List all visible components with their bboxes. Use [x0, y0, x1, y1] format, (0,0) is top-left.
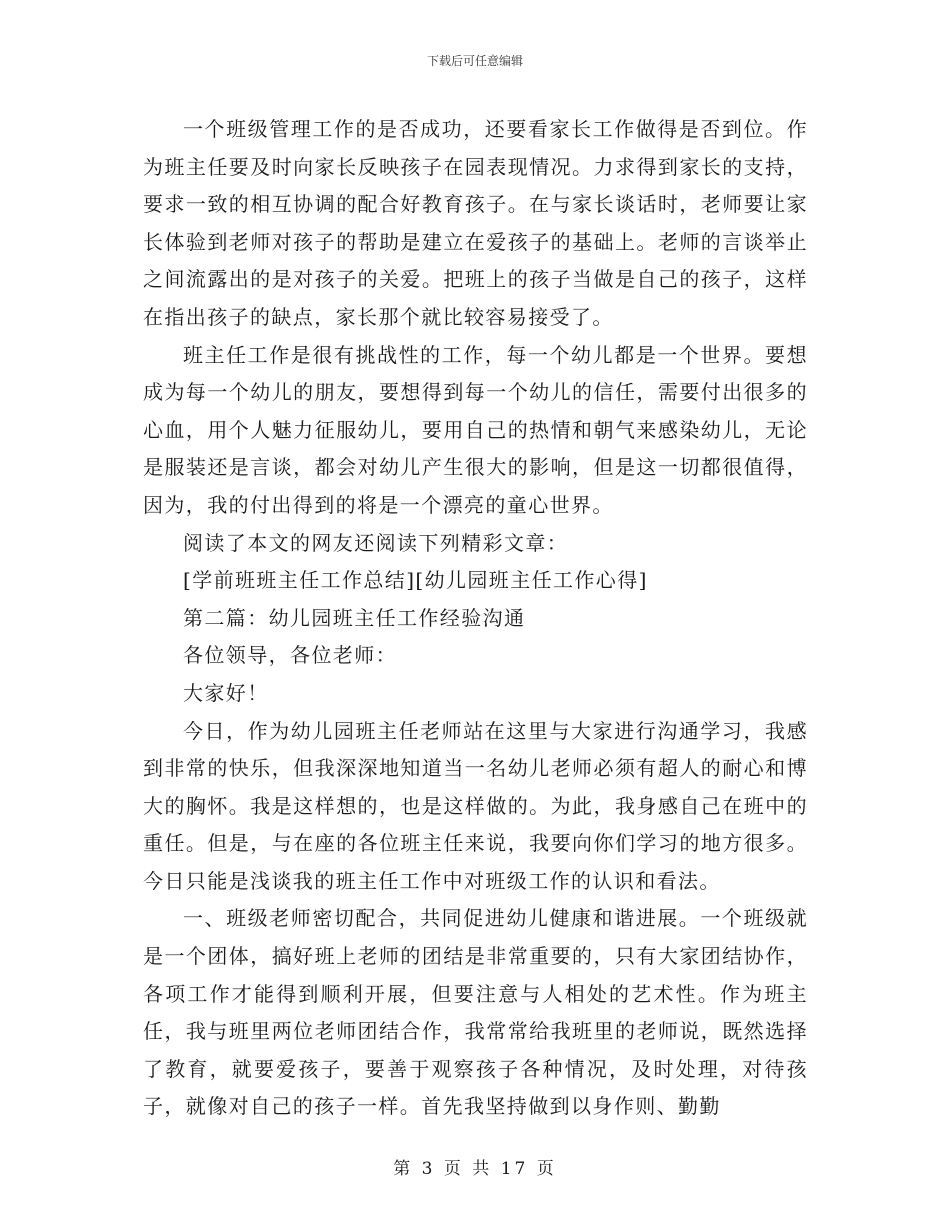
salutation: 各位领导，各位老师：	[183, 643, 397, 668]
page-number-footer: 第 3 页 共 17 页	[393, 1159, 557, 1179]
section-heading: 第二篇：幼儿园班主任工作经验沟通	[183, 605, 526, 630]
document-body	[143, 111, 808, 1126]
page-header-note: 下载后可任意编辑	[426, 54, 523, 68]
paragraph-intro-speech: 今日，作为幼儿园班主任老师站在这里与大家进行沟通学习，我感到非常的快乐，但我深深地知道当一名幼儿老师必须有超人的耐心和博大的胸怀。我是这样想的，也是这样做的。为此，我身感自己在班中的重任。但是，与在座的各位班主任来说，我要向你们学习的地方很多。今日只能是浅谈我的班主任工作中对班级工作的认识和看法。	[143, 718, 808, 893]
related-articles-links: [学前班班主任工作总结][幼儿园班主任工作心得]	[183, 568, 648, 593]
greeting: 大家好！	[183, 680, 269, 705]
related-articles-intro: 阅读了本文的网友还阅读下列精彩文章：	[183, 530, 569, 555]
paragraph-parent-communication: 一个班级管理工作的是否成功，还要看家长工作做得是否到位。作为班主任要及时向家长反映孩子在园表现情况。力求得到家长的支持，要求一致的相互协调的配合好教育孩子。在与家长谈话时，老师要让家长体验到老师对孩子的帮助是建立在爱孩子的基础上。老师的言谈举止之间流露出的是对孩子的关爱。把班上的孩子当做是自己的孩子，这样在指出孩子的缺点，家长那个就比较容易接受了。	[143, 117, 808, 329]
paragraph-challenge: 班主任工作是很有挑战性的工作，每一个幼儿都是一个世界。要想成为每一个幼儿的朋友，要想得到每一个幼儿的信任，需要付出很多的心血，用个人魅力征服幼儿，要用自己的热情和朝气来感染幼儿，无论是服装还是言谈，都会对幼儿产生很大的影响，但是这一切都很值得，因为，我的付出得到的将是一个漂亮的童心世界。	[143, 342, 808, 517]
paragraph-teamwork: 一、班级老师密切配合，共同促进幼儿健康和谐进展。一个班级就是一个团体，搞好班上老师的团结是非常重要的，只有大家团结协作，各项工作才能得到顺利开展，但要注意与人相处的艺术性。作为班主任，我与班里两位老师团结合作，我常常给我班里的老师说，既然选择了教育，就要爱孩子，要善于观察孩子各种情况，及时处理，对待孩子，就像对自己的孩子一样。首先我坚持做到以身作则、勤勤	[143, 906, 808, 1119]
